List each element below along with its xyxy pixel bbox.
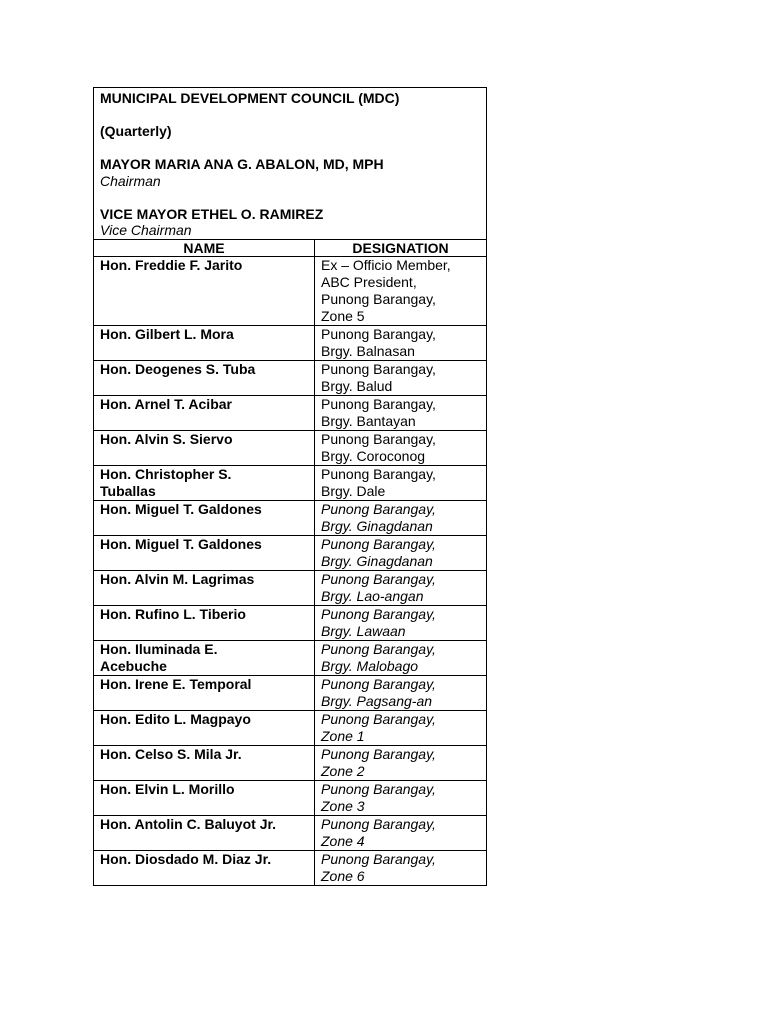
member-designation: Zone 1 <box>321 727 365 744</box>
member-designation: Zone 6 <box>321 867 365 884</box>
member-designation: Punong Barangay, <box>321 535 436 552</box>
member-designation: Brgy. Dale <box>321 482 386 499</box>
member-designation: ABC President, <box>321 273 417 290</box>
member-name: Hon. Iluminada E. <box>100 640 218 657</box>
member-name: Hon. Rufino L. Tiberio <box>100 605 246 622</box>
member-designation: Punong Barangay, <box>321 465 436 482</box>
member-designation-cell <box>315 605 487 640</box>
spacer <box>100 107 480 124</box>
chairman-role: Chairman <box>100 172 161 189</box>
member-designation: Punong Barangay, <box>321 675 436 692</box>
member-name: Hon. Freddie F. Jarito <box>100 256 243 273</box>
table-row <box>94 675 487 710</box>
column-header-row <box>94 239 487 256</box>
member-name-cell <box>94 430 315 465</box>
member-designation: Punong Barangay, <box>321 430 436 447</box>
vice-chairman-name: VICE MAYOR ETHEL O. RAMIREZ <box>100 205 324 222</box>
table-row <box>94 325 487 360</box>
member-designation: Brgy. Ginagdanan <box>321 552 433 569</box>
member-designation-cell <box>315 430 487 465</box>
member-designation: Punong Barangay, <box>321 395 436 412</box>
member-name-cell <box>94 605 315 640</box>
table-row <box>94 500 487 535</box>
member-name: Hon. Miguel T. Galdones <box>100 535 262 552</box>
member-name: Hon. Gilbert L. Mora <box>100 325 234 342</box>
member-designation: Zone 3 <box>321 797 365 814</box>
column-header-name: NAME <box>94 239 315 256</box>
member-designation: Punong Barangay, <box>321 605 436 622</box>
member-designation: Punong Barangay, <box>321 640 436 657</box>
member-name: Hon. Arnel T. Acibar <box>100 395 232 412</box>
member-designation: Brgy. Coroconog <box>321 447 426 464</box>
table-row <box>94 256 487 325</box>
member-designation: Punong Barangay, <box>321 360 436 377</box>
member-designation-cell <box>315 675 487 710</box>
table-row <box>94 710 487 745</box>
member-designation-cell <box>315 500 487 535</box>
member-designation: Zone 4 <box>321 832 365 849</box>
member-designation-cell <box>315 325 487 360</box>
member-name: Tuballas <box>100 482 156 499</box>
member-designation-cell <box>315 745 487 780</box>
member-designation: Punong Barangay, <box>321 290 436 307</box>
member-name-cell <box>94 850 315 885</box>
member-name: Acebuche <box>100 657 167 674</box>
meeting-frequency: (Quarterly) <box>100 123 172 139</box>
table-row <box>94 780 487 815</box>
member-designation: Punong Barangay, <box>321 745 436 762</box>
table-row <box>94 745 487 780</box>
member-designation-cell <box>315 395 487 430</box>
member-name-cell <box>94 535 315 570</box>
table-row <box>94 605 487 640</box>
table-row <box>94 430 487 465</box>
member-designation-cell <box>315 360 487 395</box>
member-name: Hon. Alvin M. Lagrimas <box>100 570 255 587</box>
member-designation-cell <box>315 815 487 850</box>
member-designation-cell <box>315 570 487 605</box>
table-row <box>94 640 487 675</box>
council-header-cell <box>94 88 487 240</box>
member-name: Hon. Irene E. Temporal <box>100 675 252 692</box>
member-designation: Punong Barangay, <box>321 325 436 342</box>
member-name-cell <box>94 465 315 500</box>
member-designation: Brgy. Bantayan <box>321 412 416 429</box>
member-name: Hon. Christopher S. <box>100 465 232 482</box>
member-name-cell <box>94 710 315 745</box>
member-designation: Ex – Officio Member, <box>321 256 451 273</box>
member-designation-cell <box>315 465 487 500</box>
spacer <box>100 140 480 157</box>
member-name-cell <box>94 675 315 710</box>
table-row <box>94 465 487 500</box>
member-designation: Brgy. Lawaan <box>321 622 406 639</box>
member-name-cell <box>94 360 315 395</box>
member-name-cell <box>94 780 315 815</box>
vice-chairman-role: Vice Chairman <box>100 222 192 238</box>
member-name: Hon. Celso S. Mila Jr. <box>100 745 242 762</box>
member-designation-cell <box>315 640 487 675</box>
member-name-cell <box>94 815 315 850</box>
member-designation-cell <box>315 710 487 745</box>
member-designation: Brgy. Pagsang-an <box>321 692 433 709</box>
member-name: Hon. Miguel T. Galdones <box>100 500 262 517</box>
member-name: Hon. Alvin S. Siervo <box>100 430 233 447</box>
member-name-cell <box>94 570 315 605</box>
member-designation-cell <box>315 780 487 815</box>
member-name-cell <box>94 256 315 325</box>
member-name: Hon. Edito L. Magpayo <box>100 710 251 727</box>
table-row <box>94 535 487 570</box>
member-designation: Punong Barangay, <box>321 570 436 587</box>
member-designation: Brgy. Malobago <box>321 657 419 674</box>
member-name: Hon. Antolin C. Baluyot Jr. <box>100 815 277 832</box>
header-row <box>94 88 487 240</box>
member-designation: Punong Barangay, <box>321 815 436 832</box>
mdc-member-table <box>93 87 487 886</box>
member-designation: Brgy. Ginagdanan <box>321 517 433 534</box>
member-designation: Punong Barangay, <box>321 850 436 867</box>
table-row <box>94 360 487 395</box>
table-row <box>94 570 487 605</box>
table-row <box>94 850 487 885</box>
member-designation: Brgy. Balud <box>321 377 393 394</box>
member-name-cell <box>94 500 315 535</box>
member-designation: Zone 2 <box>321 762 365 779</box>
column-header-designation: DESIGNATION <box>315 239 487 256</box>
table-row <box>94 815 487 850</box>
member-designation: Brgy. Balnasan <box>321 342 415 359</box>
member-designation: Brgy. Lao-angan <box>321 587 424 604</box>
member-name-cell <box>94 395 315 430</box>
member-designation-cell <box>315 535 487 570</box>
member-name-cell <box>94 745 315 780</box>
member-designation: Punong Barangay, <box>321 710 436 727</box>
member-name: Hon. Deogenes S. Tuba <box>100 360 256 377</box>
member-designation: Punong Barangay, <box>321 500 436 517</box>
member-name-cell <box>94 640 315 675</box>
spacer <box>100 189 480 206</box>
council-title: MUNICIPAL DEVELOPMENT COUNCIL (MDC) <box>100 90 400 106</box>
chairman-name: MAYOR MARIA ANA G. ABALON, MD, MPH <box>100 156 384 172</box>
member-designation: Zone 5 <box>321 307 365 324</box>
member-name: Hon. Elvin L. Morillo <box>100 780 235 797</box>
table-row <box>94 395 487 430</box>
member-name: Hon. Diosdado M. Diaz Jr. <box>100 850 272 867</box>
member-name-cell <box>94 325 315 360</box>
member-designation-cell <box>315 256 487 325</box>
member-designation-cell <box>315 850 487 885</box>
member-designation: Punong Barangay, <box>321 780 436 797</box>
